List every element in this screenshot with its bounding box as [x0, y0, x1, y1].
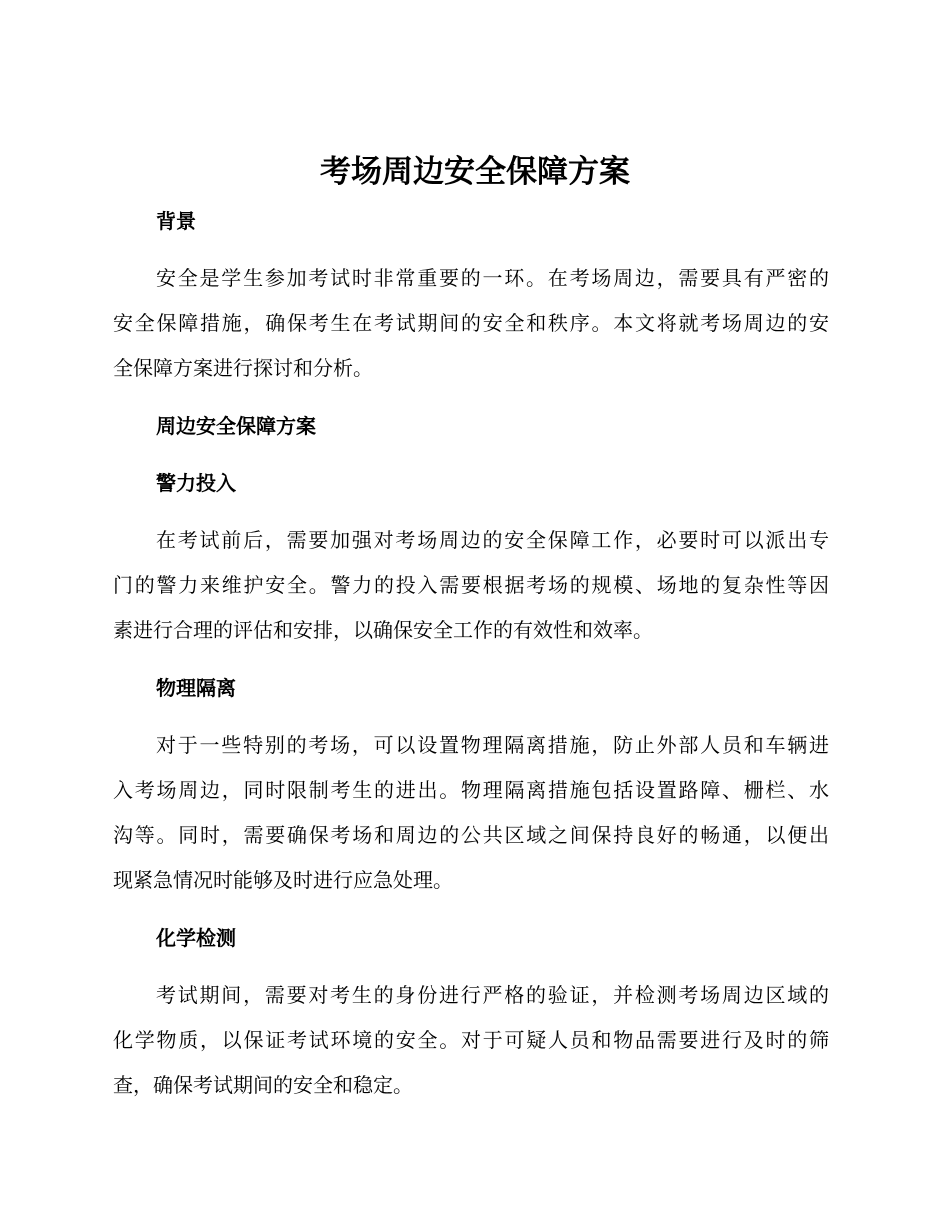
paragraph-line: 全保障方案进行探讨和分析。: [113, 356, 373, 380]
paragraph-line: 在考试前后，需要加强对考场周边的安全保障工作，必要时可以派出专: [156, 528, 829, 552]
paragraph-line: 安全保障措施，确保考生在考试期间的安全和秩序。本文将就考场周边的安: [113, 311, 829, 335]
paragraph-chemical: [113, 973, 829, 1108]
paragraph-line: 查，确保考试期间的安全和稳定。: [113, 1073, 413, 1097]
paragraph-isolation: [113, 723, 829, 903]
section-heading-chemical: 化学检测: [156, 926, 236, 950]
paragraph-line: 素进行合理的评估和安排，以确保安全工作的有效性和效率。: [113, 618, 653, 642]
paragraph-line: 门的警力来维护安全。警力的投入需要根据考场的规模、场地的复杂性等因: [113, 573, 829, 597]
paragraph-line: 入考场周边，同时限制考生的进出。物理隔离措施包括设置路障、栅栏、水: [113, 778, 829, 802]
paragraph-police: [113, 518, 829, 653]
section-heading-plan: 周边安全保障方案: [156, 414, 316, 438]
paragraph-line: 沟等。同时，需要确保考场和周边的公共区域之间保持良好的畅通，以便出: [113, 823, 829, 847]
paragraph-line: 考试期间，需要对考生的身份进行严格的验证，并检测考场周边区域的: [156, 983, 829, 1007]
section-heading-police: 警力投入: [156, 471, 236, 495]
section-heading-background: 背景: [156, 209, 196, 233]
paragraph-line: 对于一些特别的考场，可以设置物理隔离措施，防止外部人员和车辆进: [156, 733, 829, 757]
section-heading-isolation: 物理隔离: [156, 676, 236, 700]
paragraph-line: 现紧急情况时能够及时进行应急处理。: [113, 868, 453, 892]
document-title: 考场周边安全保障方案: [320, 154, 630, 190]
paragraph-line: 安全是学生参加考试时非常重要的一环。在考场周边，需要具有严密的: [156, 266, 829, 290]
paragraph-line: 化学物质，以保证考试环境的安全。对于可疑人员和物品需要进行及时的筛: [113, 1028, 829, 1052]
paragraph-background: [113, 256, 829, 391]
